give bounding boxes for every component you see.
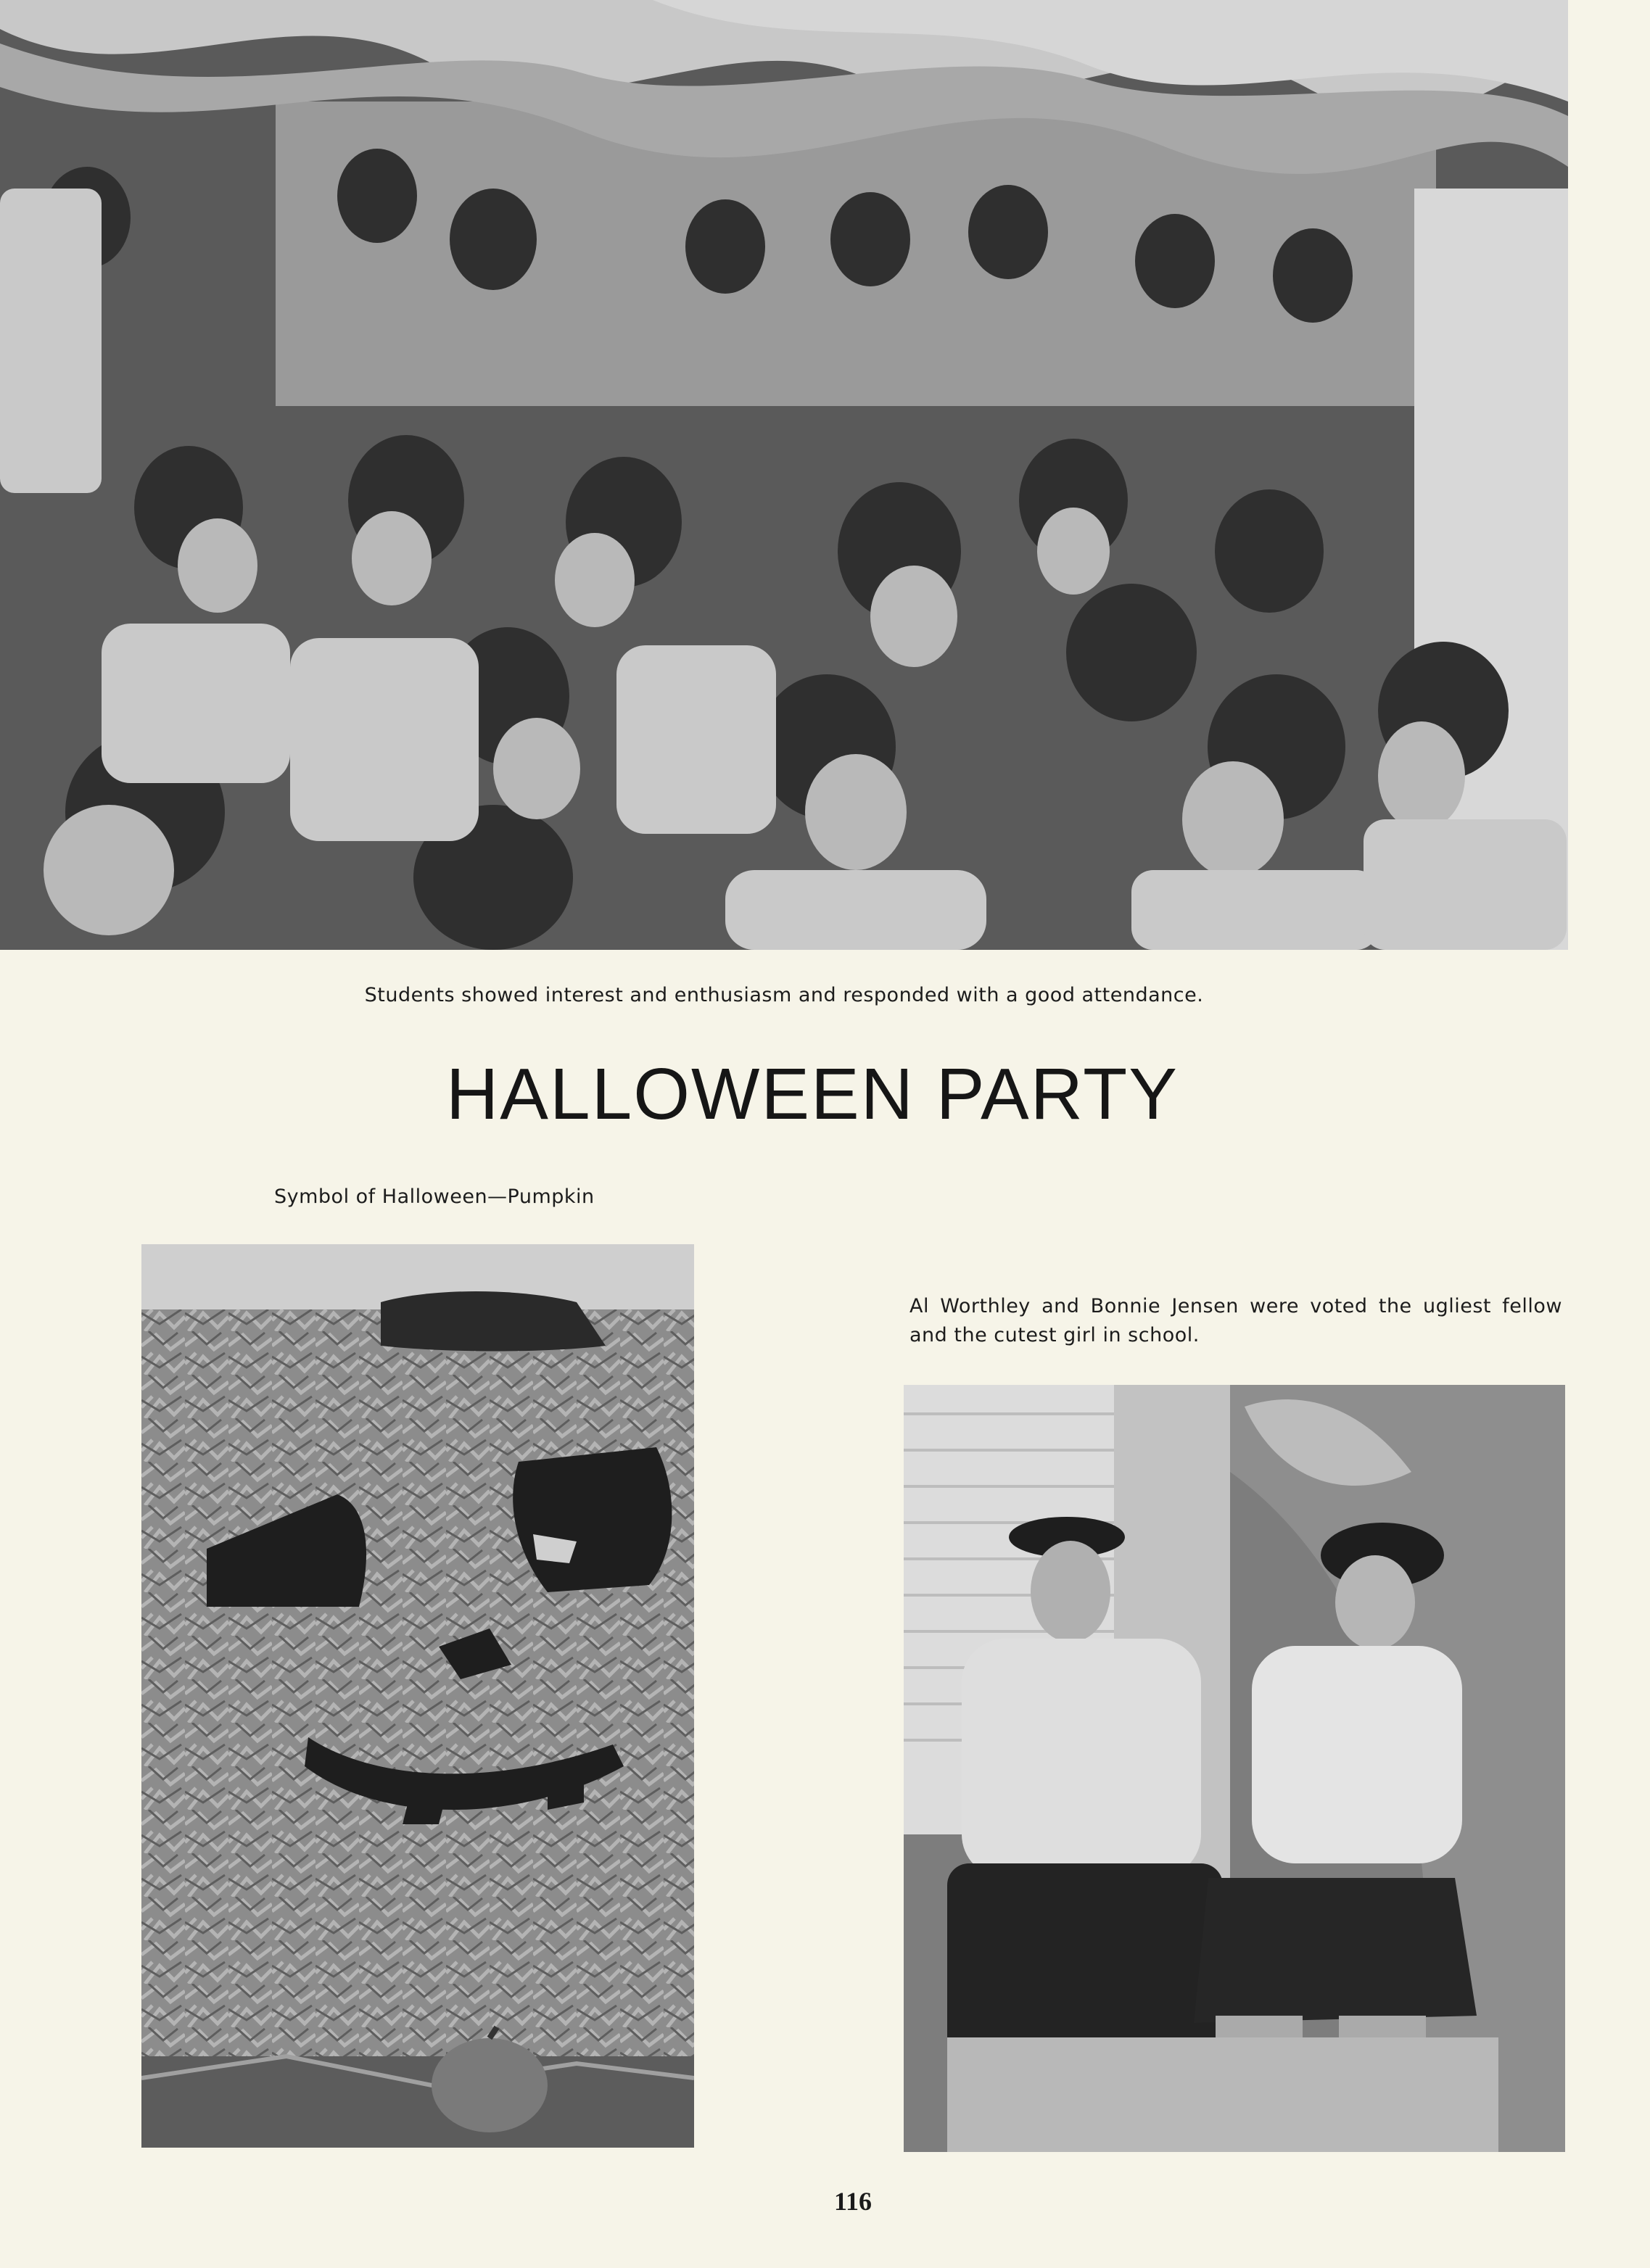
couple-photo: [904, 1385, 1565, 2152]
crowd-photo: [0, 0, 1568, 950]
pumpkin-photo: [141, 1244, 694, 2148]
pumpkin-photo-caption: Symbol of Halloween—Pumpkin: [274, 1185, 595, 1208]
page-title: HALLOWEEN PARTY: [446, 1054, 1179, 1135]
couple-photo-caption: Al Worthley and Bonnie Jensen were voted the ugliest fellow and the cutest girl in school.: [909, 1295, 1562, 1346]
crowd-photo-caption: Students showed interest and enthusiasm and responded with a good attendance.: [364, 984, 1204, 1006]
page-number: 116: [833, 2187, 872, 2216]
